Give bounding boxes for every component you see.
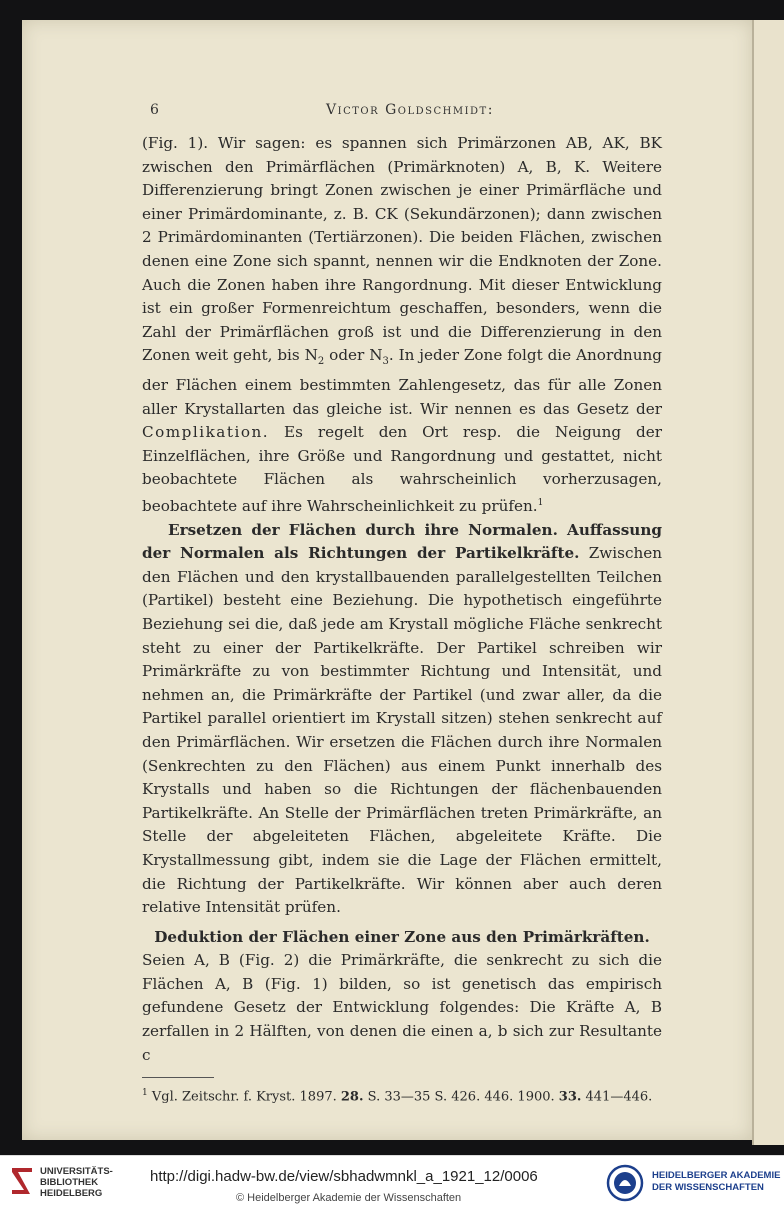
footnote: $^1$ Vgl. Zeitschr. f. Kryst. 1897. 28. S. 33—35 S. 426. 446. 1900. 33. 441—446. <box>142 1088 653 1105</box>
academy-seal-icon[interactable] <box>606 1164 644 1202</box>
university-library-name: UNIVERSITÄTS- BIBLIOTHEK HEIDELBERG <box>40 1166 113 1199</box>
section-heading-deduktion: Deduktion der Flächen einer Zone aus den Primärkräften. <box>154 927 650 946</box>
permalink-url[interactable]: http://digi.hadw-bw.de/view/sbhadwmnkl_a_1921_12/0006 <box>150 1168 538 1185</box>
page-body <box>142 132 662 1107</box>
paragraph-intro: (Fig. 1). Wir sagen: es spannen sich Primärzonen AB, AK, BK zwischen den Primärflächen (Primärknoten) A, B, K. Weitere Differenzierung bringt Zonen zwischen je einer Primärfläche und einer Primärdominante, z. B. CK (Sekundärzonen); dann zwischen 2 Primärdominanten (Tertiärzonen). Die beiden Flächen, zwischen denen eine Zone sich spannt, nennen wir die Endknoten der Zone. Auch die Zonen haben ihre Rangordnung. Mit dieser Entwicklung ist ein großer Formenreichtum geschaffen, besonders, wenn die Zahl der Primärflächen groß ist und die Differenzierung in den Zonen weit geht, bis $N_2$ oder $N_3$. In jeder Zone folgt die Anordnung der Flächen einem bestimmten Zahlengesetz, das für alle Zonen aller Krystallarten das gleiche ist. Wir nennen es das Gesetz der Complikation. Es regelt den Ort resp. die Neigung der Einzelflächen, ihre Größe und Rangordnung und gestattet, nicht beobachtete Flächen als wahrscheinlich vorherzusagen, beobachtete auf ihre Wahrscheinlichkeit zu prüfen.$^1$ <box>142 134 662 515</box>
section-text-normalen: Zwischen den Flächen und den krystallbauenden parallelgestellten Teilchen (Partikel) besteht eine Beziehung. Die hypothetisch eingeführte Beziehung sei die, daß jede am Krystall mögliche Fläche senkrecht steht zu einer der Partikelkräfte. Der Partikel schreiben wir Primärkräfte zu von bestimmter Richtung und Intensität, und nehmen an, die Primärkräfte der Partikel (und zwar aller, da die Partikel parallel orientiert im Krystall sitzen) stehen senkrecht auf den Primärflächen. Wir ersetzen die Flächen durch ihre Normalen (Senkrechten zu den Flächen) aus einem Punkt innerhalb des Krystalls und haben so die Richtungen der flächenbauenden Partikelkräfte. An Stelle der Primärflächen treten Primärkräfte, an Stelle der abgeleiteten Flächen, abgeleitete Kräfte. Die Krystallmessung gibt, indem sie die Lage der Flächen ermittelt, die Richtung der Partikelkräfte. Wir können aber auch deren relative Intensität prüfen. <box>142 544 662 917</box>
next-page-edge <box>752 20 784 1145</box>
section-normalen <box>142 519 662 920</box>
viewer-footer <box>0 1155 784 1212</box>
section-text-deduktion: Seien A, B (Fig. 2) die Primärkräfte, die senkrecht zu sich die Flächen A, B (Fig. 1) bilden, so ist genetisch das empirisch gefundene Gesetz der Entwicklung folgendes: Die Kräfte A, B zerfallen in 2 Hälften, von denen die einen a, b sich zur Resultante c <box>142 951 662 1064</box>
footnote-ref: 1 <box>537 497 544 508</box>
term-complikation: Complikation. <box>142 423 270 442</box>
section-heading-normalen: Ersetzen der Flächen durch ihre Normalen. Auffassung der Normalen als Richtungen der Partikelkräfte. <box>142 520 662 563</box>
page-number: 6 <box>150 102 159 118</box>
running-head: Victor Goldschmidt: <box>326 102 494 118</box>
copyright-notice: © Heidelberger Akademie der Wissenschaften <box>236 1192 462 1204</box>
academy-name: HEIDELBERGER AKADEMIE DER WISSENSCHAFTEN <box>652 1170 781 1193</box>
page-header <box>150 102 670 122</box>
university-library-logo-icon[interactable] <box>8 1164 36 1200</box>
page-gutter <box>752 20 754 1145</box>
footnote-rule <box>142 1077 214 1078</box>
